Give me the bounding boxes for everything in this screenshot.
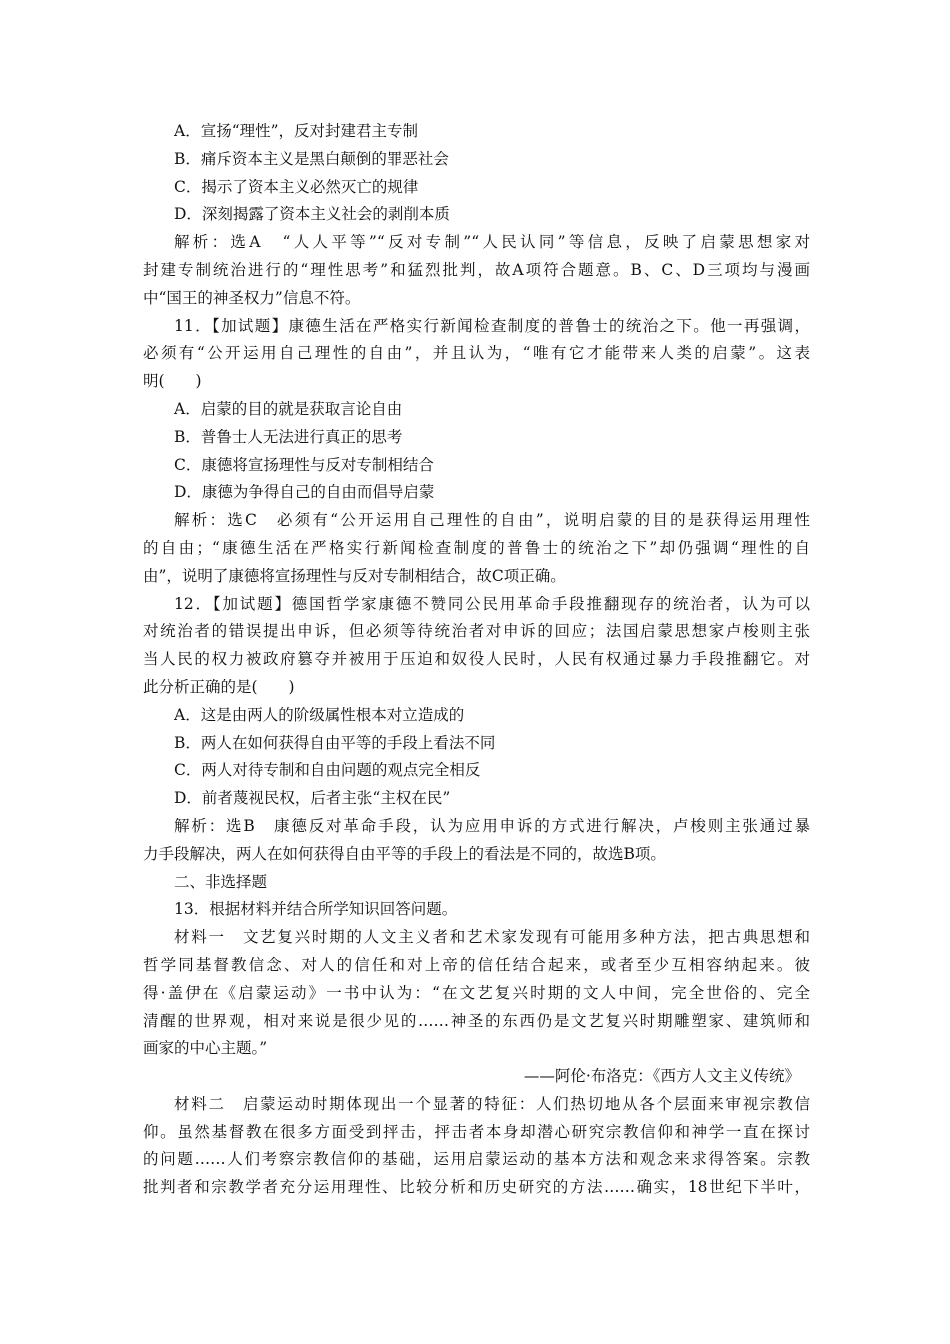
q10-option-b: B．痛斥资本主义是黑白颠倒的罪恶社会 — [174, 149, 449, 168]
q12-option-b: B．两人在如何获得自由平等的手段上看法不同 — [174, 733, 496, 752]
q12-stem-line-1: 12．【加试题】德国哲学家康德不赞同公民用革命手段推翻现存的统治者，认为可以 — [174, 594, 810, 613]
q13-material2-line-2: 仰。虽然基督教在很多方面受到抨击，抨击者本身却潜心研究宗教信仰和神学一直在探讨 — [143, 1122, 810, 1141]
q13-material1-line-3: 得·盖伊在《启蒙运动》一书中认为：“在文艺复兴时期的文人中间，完全世俗的、完全 — [143, 983, 810, 1002]
q13-material2-line-4: 批判者和宗教学者充分运用理性、比较分析和历史研究的方法……确实，18世纪下半叶， — [143, 1178, 810, 1197]
q12-stem-line-2: 对统治者的错误提出申诉，但必须等待统治者对申诉的回应；法国启蒙思想家卢梭则主张 — [143, 622, 810, 641]
q10-option-d: D．深刻揭露了资本主义社会的剥削本质 — [174, 205, 450, 224]
q11-stem-line-2: 必须有“公开运用自己理性的自由”，并且认为，“唯有它才能带来人类的启蒙”。这表 — [143, 344, 810, 363]
q11-option-a: A．启蒙的目的就是获取言论自由 — [174, 399, 403, 418]
q11-option-d: D．康德为争得自己的自由而倡导启蒙 — [174, 483, 435, 502]
page-content — [143, 118, 810, 1202]
q11-stem-line-1: 11．【加试题】康德生活在严格实行新闻检查制度的普鲁士的统治之下。他一再强调， — [174, 316, 810, 335]
q10-option-c: C．揭示了资本主义必然灭亡的规律 — [174, 177, 419, 196]
q13-material2-line-3: 的问题……人们考察宗教信仰的基础，运用启蒙运动的基本方法和观念来求得答案。宗教 — [143, 1150, 810, 1169]
q12-stem-line-4: 此分析正确的是( ) — [143, 677, 295, 696]
q13-material1-line-2: 哲学同基督教信念、对人的信任和对上帝的信任结合起来，或者至少互相容纳起来。彼 — [143, 955, 810, 974]
q11-analysis-line-3: 由”，说明了康德将宣扬理性与反对专制相结合，故C项正确。 — [143, 566, 566, 585]
q11-option-c: C．康德将宣扬理性与反对专制相结合 — [174, 455, 434, 474]
q13-material1-line-1: 材料一 文艺复兴时期的人文主义者和艺术家发现有可能用多种方法，把古典思想和 — [174, 928, 810, 947]
q10-analysis-line-2: 封建专制统治进行的“理性思考”和猛烈批判，故A项符合题意。B、C、D三项均与漫画 — [143, 260, 810, 279]
q13-material2-line-1: 材料二 启蒙运动时期体现出一个显著的特征：人们热切地从各个层面来审视宗教信 — [174, 1094, 810, 1113]
q11-analysis-line-1: 解析：选C 必须有“公开运用自己理性的自由”，说明启蒙的目的是获得运用理性 — [174, 511, 810, 530]
q10-analysis-line-1: 解析：选A “人人平等”“反对专制”“人民认同”等信息，反映了启蒙思想家对 — [174, 233, 810, 252]
q11-analysis-line-2: 的自由；“康德生活在严格实行新闻检查制度的普鲁士的统治之下”却仍强调“理性的自 — [143, 538, 810, 557]
q13-material1-line-4: 清醒的世界观，相对来说是很少见的……神圣的东西仍是文艺复兴时期雕塑家、建筑师和 — [143, 1011, 810, 1030]
q10-option-a: A．宣扬“理性”，反对封建君主专制 — [174, 122, 419, 140]
q12-option-c: C．两人对待专制和自由问题的观点完全相反 — [174, 761, 481, 780]
q10-analysis-line-3: 中“国王的神圣权力”信息不符。 — [143, 288, 361, 307]
q13-material1-source: ——阿伦·布洛克：《西方人文主义传统》 — [523, 1067, 800, 1086]
q12-stem-line-3: 当人民的权力被政府篡夺并被用于压迫和奴役人民时，人民有权通过暴力手段推翻它。对 — [143, 650, 810, 669]
q13-material1-line-5: 画家的中心主题。” — [143, 1039, 268, 1058]
q11-stem-line-3: 明( ) — [143, 372, 202, 391]
section-heading: 二、非选择题 — [174, 872, 268, 891]
q12-analysis-line-1: 解析：选B 康德反对革命手段，认为应用申诉的方式进行解决，卢梭则主张通过暴 — [174, 816, 810, 835]
q12-option-a: A．这是由两人的阶级属性根本对立造成的 — [174, 705, 465, 724]
q11-option-b: B．普鲁士人无法进行真正的思考 — [174, 427, 403, 446]
q13-stem: 13．根据材料并结合所学知识回答问题。 — [174, 900, 458, 919]
q12-analysis-line-2: 力手段解决，两人在如何获得自由平等的手段上的看法是不同的，故选B项。 — [143, 844, 666, 863]
q12-option-d: D．前者蔑视民权，后者主张“主权在民” — [174, 789, 451, 808]
